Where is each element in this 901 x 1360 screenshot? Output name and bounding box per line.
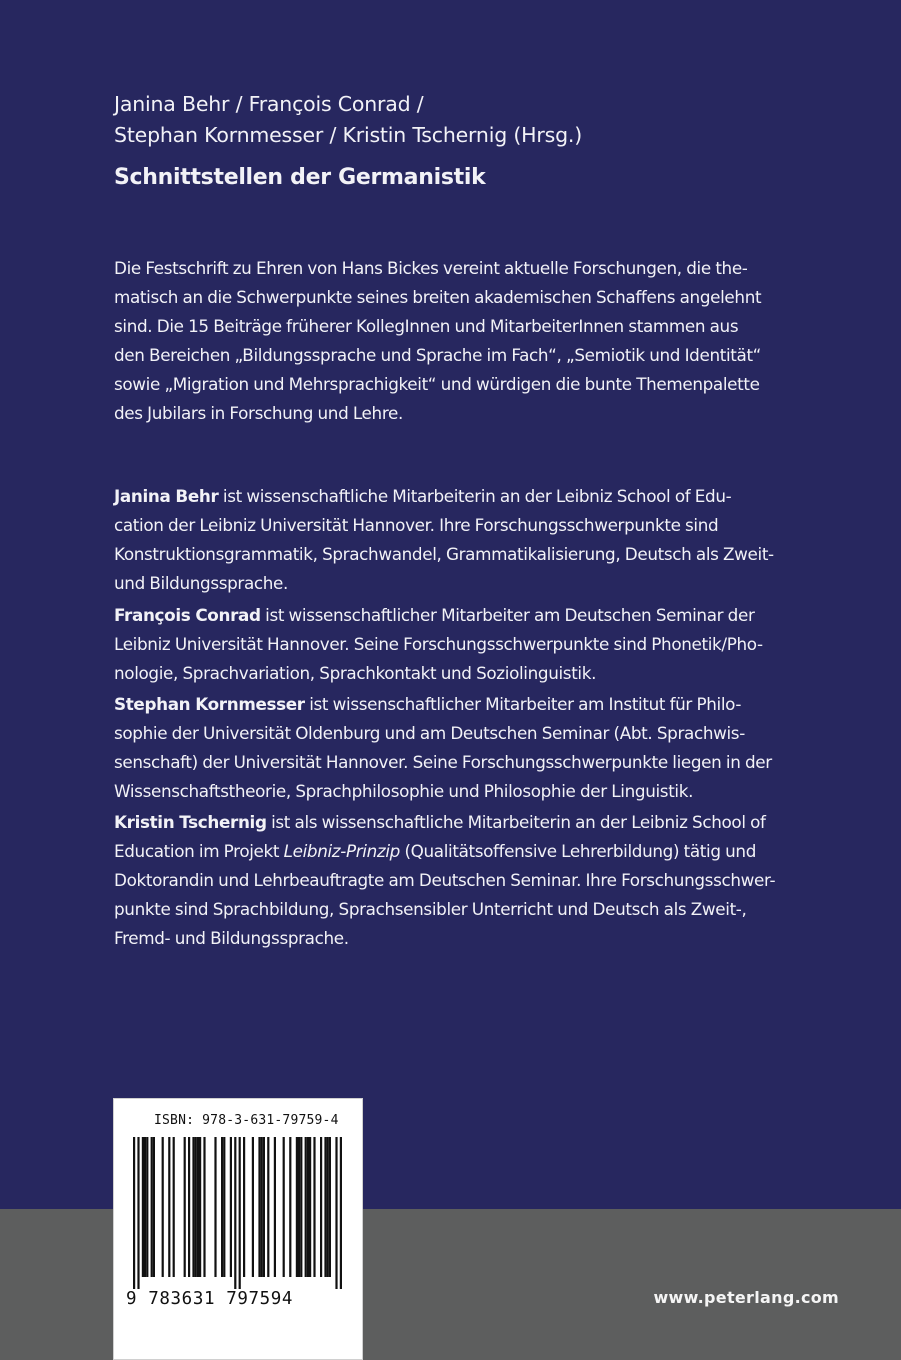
barcode-bar xyxy=(329,1137,331,1277)
bio-text: senschaft) der Universität Hannover. Seine Forschungsschwerpunkte liegen in der xyxy=(114,752,772,772)
barcode-bar xyxy=(234,1137,236,1289)
bio-text: Leibniz Universität Hannover. Seine Forschungsschwerpunkte sind Phonetik/Pho- xyxy=(114,634,763,654)
bio-text: und Bildungssprache. xyxy=(114,573,289,593)
barcode-number: 9 783631 797594 xyxy=(126,1289,294,1309)
barcode-bar xyxy=(133,1137,135,1289)
blurb xyxy=(114,254,826,428)
barcode-bar xyxy=(223,1137,225,1277)
barcode-bar xyxy=(289,1137,291,1277)
barcode-bar xyxy=(258,1137,260,1277)
barcode-bar xyxy=(153,1137,155,1277)
barcode-bar xyxy=(261,1137,263,1277)
bio-text: Wissenschaftstheorie, Sprachphilosophie und Philosophie der Linguistik. xyxy=(114,781,694,801)
blurb-line: den Bereichen „Bildungssprache und Sprache im Fach“, „Semiotik und Identität“ xyxy=(114,345,762,365)
bio-name: Stephan Kornmesser xyxy=(114,694,305,714)
barcode-bar xyxy=(199,1137,201,1277)
barcode-bar xyxy=(267,1137,269,1277)
bio-stephan-kornmesser xyxy=(114,690,834,806)
editors-line-2: Stephan Kornmesser / Kristin Tschernig (Hrsg.) xyxy=(114,123,582,147)
barcode-bar xyxy=(340,1137,342,1289)
bio-text: punkte sind Sprachbildung, Sprachsensibler Unterricht und Deutsch als Zweit-, xyxy=(114,899,747,919)
barcode-bar xyxy=(142,1137,144,1277)
barcode-bar xyxy=(327,1137,329,1277)
barcode-bar xyxy=(197,1137,199,1277)
bio-text: ist wissenschaftlicher Mitarbeiter am Institut für Philo- xyxy=(304,694,742,714)
barcode-bar xyxy=(243,1137,245,1277)
bio-text: Education im Projekt xyxy=(114,841,284,861)
barcode-bar xyxy=(283,1137,285,1277)
barcode-bar xyxy=(239,1137,241,1289)
bio-name: François Conrad xyxy=(114,605,261,625)
barcode-bar xyxy=(195,1137,197,1277)
isbn-label: ISBN: 978-3-631-79759-4 xyxy=(154,1113,339,1128)
publisher-website[interactable]: www.peterlang.com xyxy=(653,1288,839,1307)
bio-text: cation der Leibniz Universität Hannover. Ihre Forschungsschwerpunkte sind xyxy=(114,515,719,535)
barcode-bar xyxy=(137,1137,139,1289)
barcode-bar xyxy=(214,1137,216,1277)
bio-text: nologie, Sprachvariation, Sprachkontakt und Soziolinguistik. xyxy=(114,663,597,683)
barcode-bar xyxy=(188,1137,190,1277)
bio-text: sophie der Universität Oldenburg und am Deutschen Seminar (Abt. Sprachwis- xyxy=(114,723,745,743)
barcode-bar xyxy=(320,1137,322,1277)
blurb-line: matisch an die Schwerpunkte seines breiten akademischen Schaffens angelehnt xyxy=(114,287,762,307)
book-title: Schnittstellen der Germanistik xyxy=(114,165,486,190)
blurb-line: Die Festschrift zu Ehren von Hans Bickes vereint aktuelle Forschungen, die the- xyxy=(114,258,748,278)
bio-kristin-tschernig xyxy=(114,808,834,953)
barcode-bar xyxy=(307,1137,309,1277)
barcode-bar xyxy=(298,1137,300,1277)
barcode-bar xyxy=(335,1137,337,1289)
barcode-bar xyxy=(230,1137,232,1277)
blurb-line: des Jubilars in Forschung und Lehre. xyxy=(114,403,403,423)
editors xyxy=(114,89,814,151)
barcode-bar xyxy=(300,1137,302,1277)
bio-janina-behr xyxy=(114,482,834,598)
bio-text: ist wissenschaftliche Mitarbeiterin an der Leibniz School of Edu- xyxy=(218,486,732,506)
barcode-bar xyxy=(146,1137,148,1277)
barcode-bar xyxy=(309,1137,311,1277)
barcode-bar xyxy=(173,1137,175,1277)
blurb-line: sowie „Migration und Mehrsprachigkeit“ und würdigen die bunte Themenpalette xyxy=(114,374,760,394)
barcode-bar xyxy=(203,1137,205,1277)
barcode-bar xyxy=(168,1137,170,1277)
barcode-bar xyxy=(162,1137,164,1277)
barcode-bar xyxy=(305,1137,307,1277)
bio-text: ist als wissenschaftliche Mitarbeiterin an der Leibniz School of xyxy=(266,812,766,832)
barcode-bar xyxy=(151,1137,153,1277)
bio-text: Doktorandin und Lehrbeauftragte am Deutschen Seminar. Ihre Forschungsschwer- xyxy=(114,870,776,890)
barcode-bar xyxy=(324,1137,326,1277)
barcode-bar xyxy=(192,1137,194,1277)
bio-name: Kristin Tschernig xyxy=(114,812,267,832)
barcode-bar xyxy=(144,1137,146,1277)
bio-text: Konstruktionsgrammatik, Sprachwandel, Grammatikalisierung, Deutsch als Zweit- xyxy=(114,544,774,564)
barcode-bar xyxy=(263,1137,265,1277)
barcode-box xyxy=(113,1098,363,1360)
project-name: Leibniz-Prinzip xyxy=(283,841,400,861)
bio-text: (Qualitätsoffensive Lehrerbildung) tätig und xyxy=(399,841,756,861)
barcode-bar xyxy=(313,1137,315,1277)
barcode-bar xyxy=(274,1137,276,1277)
barcode-bar xyxy=(252,1137,254,1277)
barcode-bar xyxy=(221,1137,223,1277)
bio-text: ist wissenschaftlicher Mitarbeiter am Deutschen Seminar der xyxy=(260,605,755,625)
bio-name: Janina Behr xyxy=(114,486,219,506)
barcode xyxy=(129,1137,349,1289)
bio-francois-conrad xyxy=(114,601,834,688)
blurb-line: sind. Die 15 Beiträge früherer KollegInnen und MitarbeiterInnen stammen aus xyxy=(114,316,739,336)
barcode-bar xyxy=(184,1137,186,1277)
barcode-bar xyxy=(296,1137,298,1277)
editors-line-1: Janina Behr / François Conrad / xyxy=(114,92,424,116)
bio-text: Fremd- und Bildungssprache. xyxy=(114,928,349,948)
